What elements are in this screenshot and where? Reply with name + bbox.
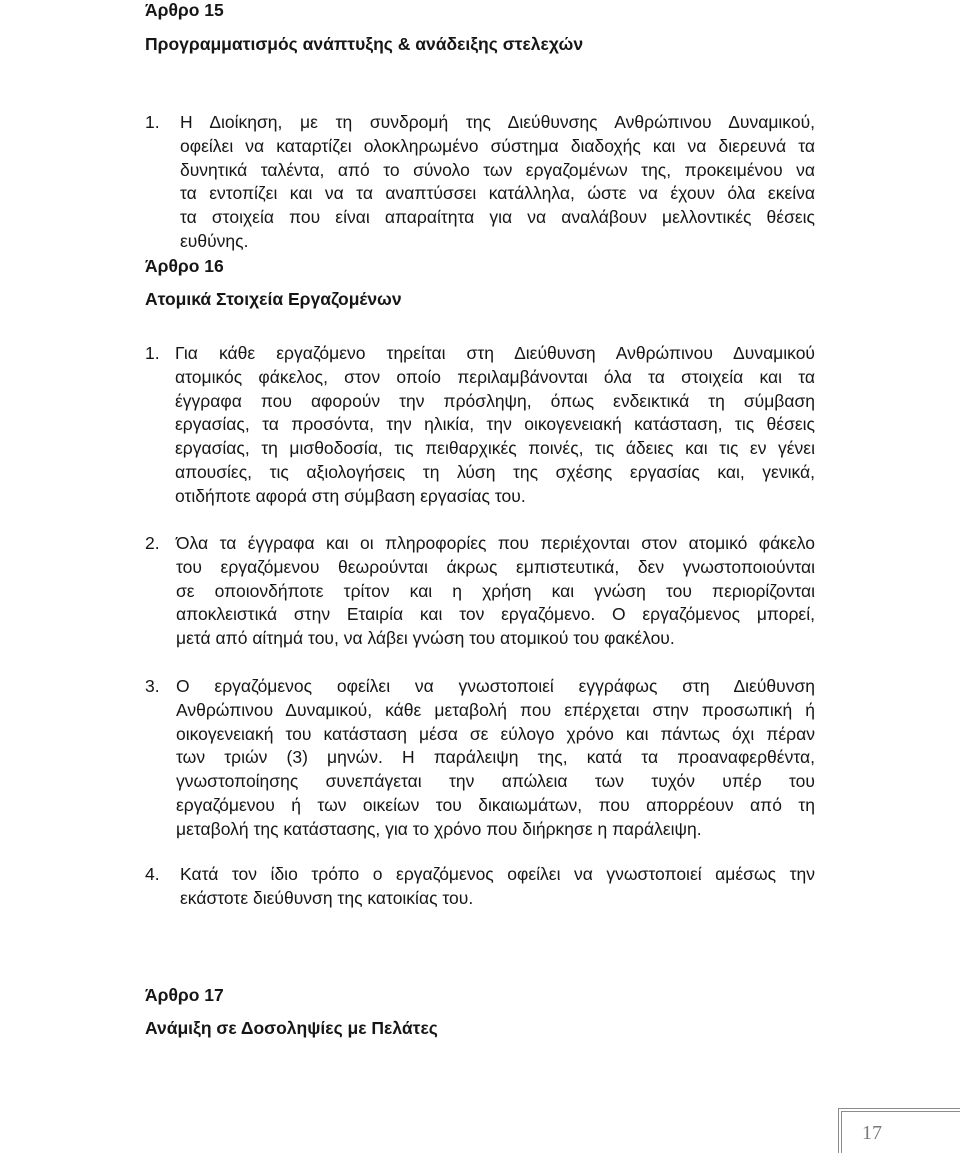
paragraph-line: μετά από αίτημά του, να λάβει γνώση του ατομικού του φακέλου.: [176, 628, 675, 649]
paragraph-line: οφείλει να καταρτίζει ολοκληρωμένο σύστημα διαδοχής και να διερευνά τα: [180, 135, 815, 156]
paragraph-number: 1.: [145, 343, 160, 363]
footer-frame: [838, 1108, 960, 1153]
paragraph-line: του εργαζόμενου θεωρούνται άκρως εμπιστευτικά, δεν γνωστοποιούνται: [176, 556, 815, 577]
paragraph-text: [180, 863, 815, 911]
paragraph-line: ευθύνης.: [180, 230, 249, 251]
article-title: Προγραμματισμός ανάπτυξης & ανάδειξης στελεχών: [145, 34, 584, 54]
paragraph-number: 4.: [145, 864, 160, 884]
paragraph-line: εργασίας, τη μισθοδοσία, τις πειθαρχικές ποινές, τις άδειες και τις εν γένει: [175, 438, 815, 459]
paragraph-line: Για κάθε εργαζόμενο τηρείται στη Διεύθυνση Ανθρώπινου Δυναμικού: [175, 343, 815, 363]
paragraph-line: Ο εργαζόμενος οφείλει να γνωστοποιεί εγγράφως στη Διεύθυνση: [176, 676, 815, 696]
paragraph-text: [180, 111, 815, 254]
page-number: 17: [862, 1122, 882, 1144]
paragraph-line: σε οποιονδήποτε τρίτον και η χρήση και γνώση του περιορίζονται: [176, 580, 815, 601]
paragraph-text: [176, 675, 815, 842]
paragraph-line: γνωστοποίησης συνεπάγεται την απώλεια των τυχόν υπέρ του: [176, 771, 815, 792]
paragraph-line: οικογενειακή του κατάσταση μέσα σε εύλογο χρόνο και πάντως όχι πέραν: [176, 723, 815, 744]
article-title: Ατομικά Στοιχεία Εργαζομένων: [145, 289, 402, 309]
paragraph-line: απουσίες, τις αξιολογήσεις τη λύση της σχέσης εργασίας και, γενικά,: [175, 461, 815, 482]
article-heading: Άρθρο 17: [145, 985, 224, 1005]
paragraph-line: τα εντοπίζει και να τα αναπτύσσει κατάλληλα, ώστε να έχουν όλα εκείνα: [180, 183, 815, 204]
paragraph-line: τα στοιχεία που είναι απαραίτητα για να αναλάβουν μελλοντικές θέσεις: [180, 207, 815, 228]
paragraph-line: μεταβολή της κατάστασης, για το χρόνο που διήρκησε η παράλειψη.: [176, 818, 702, 839]
article-title: Ανάμιξη σε Δοσοληψίες με Πελάτες: [145, 1018, 438, 1038]
paragraph-number: 1.: [145, 112, 160, 132]
paragraph-line: οτιδήποτε αφορά στη σύμβαση εργασίας του.: [175, 485, 526, 506]
paragraph-line: έγγραφα που αφορούν την πρόσληψη, όπως ενδεικτικά τη σύμβαση: [175, 390, 815, 411]
paragraph-line: ατομικός φάκελος, στον οποίο περιλαμβάνονται όλα τα στοιχεία και τα: [175, 366, 815, 387]
paragraph-line: Κατά τον ίδιο τρόπο ο εργαζόμενος οφείλει να γνωστοποιεί αμέσως την: [180, 864, 815, 884]
article-heading: Άρθρο 16: [145, 256, 224, 276]
paragraph-line: Όλα τα έγγραφα και οι πληροφορίες που περιέχονται στον ατομικό φάκελο: [176, 533, 815, 553]
paragraph-text: [175, 342, 815, 509]
paragraph-line: Ανθρώπινου Δυναμικού, κάθε μεταβολή που επέρχεται στην προσωπική ή: [176, 699, 815, 720]
paragraph-number: 2.: [145, 533, 160, 553]
paragraph-line: των τριών (3) μηνών. Η παράλειψη της, κατά τα προαναφερθέντα,: [176, 747, 815, 768]
paragraph-line: εργασίας, τα προσόντα, την ηλικία, την οικογενειακή κατάσταση, τις θέσεις: [175, 414, 815, 435]
paragraph-line: εκάστοτε διεύθυνση της κατοικίας του.: [180, 887, 474, 908]
article-heading: Άρθρο 15: [145, 0, 224, 20]
paragraph-text: [176, 532, 815, 651]
paragraph-number: 3.: [145, 676, 160, 696]
paragraph-line: εργαζόμενου ή των οικείων του δικαιωμάτων, που απορρέουν από τη: [176, 794, 815, 815]
paragraph-line: αποκλειστικά στην Εταιρία και τον εργαζόμενο. Ο εργαζόμενος μπορεί,: [176, 604, 815, 625]
paragraph-line: Η Διοίκηση, με τη συνδρομή της Διεύθυνσης Ανθρώπινου Δυναμικού,: [180, 112, 815, 132]
paragraph-line: δυνητικά ταλέντα, από το σύνολο των εργαζομένων της, προκειμένου να: [180, 159, 815, 180]
